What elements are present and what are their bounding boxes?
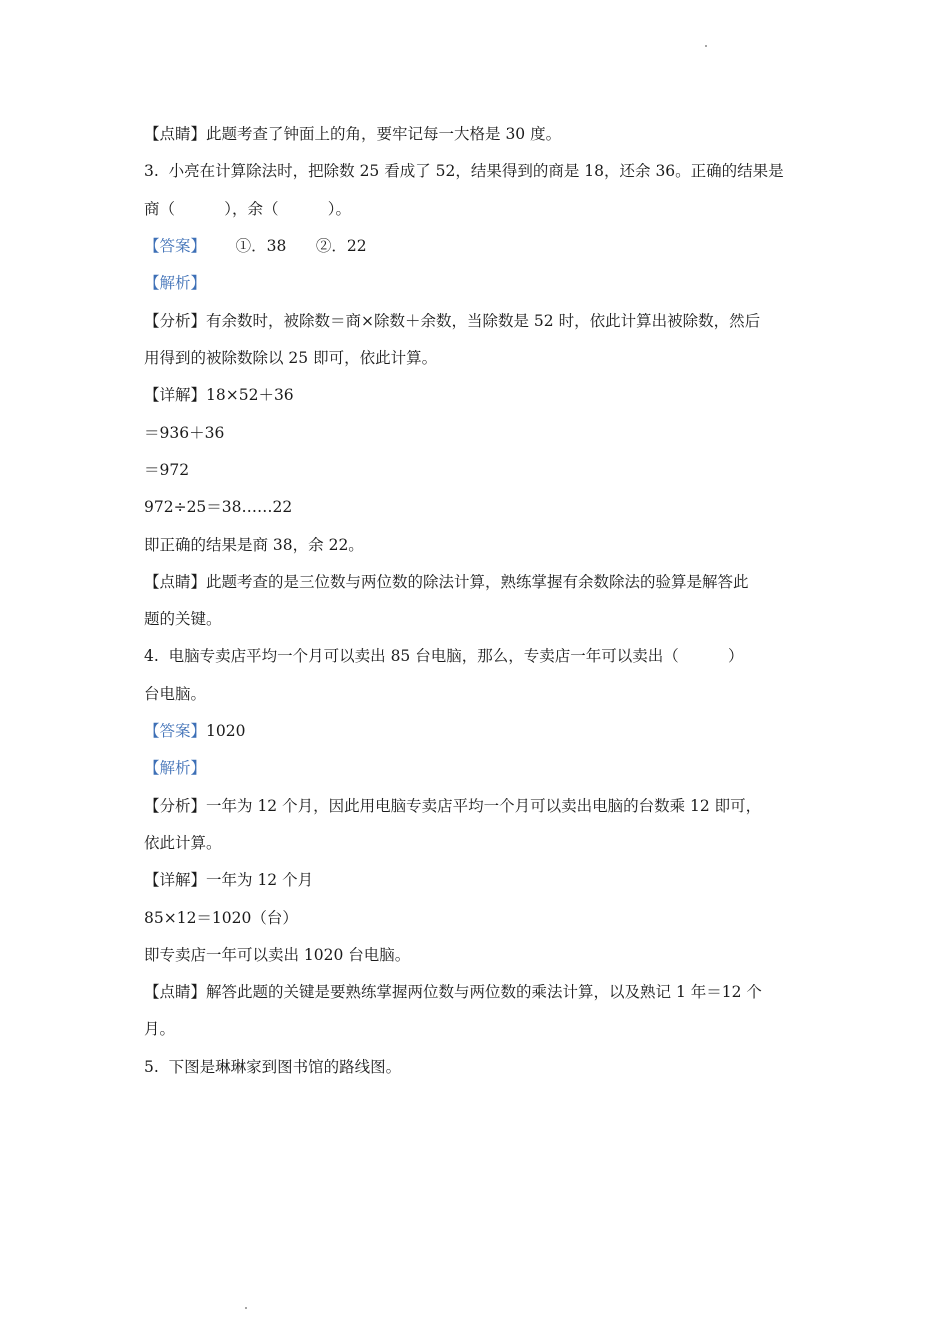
line-text: 5. 下图是琳琳家到图书馆的路线图。 xyxy=(144,1058,402,1076)
question-3-blanks xyxy=(144,199,351,219)
line-tag: 【分析】 xyxy=(144,312,207,330)
line-tag: 【详解】 xyxy=(144,386,207,404)
text-line xyxy=(144,684,206,704)
line-text: 4. 电脑专卖店平均一个月可以卖出 85 台电脑，那么，专卖店一年可以卖出（ ） xyxy=(144,647,744,665)
text-line xyxy=(144,1019,175,1039)
text-line xyxy=(144,833,222,853)
analysis-heading xyxy=(144,273,206,293)
line-text: 85×12＝1020（台） xyxy=(144,909,298,927)
line-tag: 【点睛】 xyxy=(144,573,207,591)
line-text: 解答此题的关键是要熟练掌握两位数与两位数的乘法计算，以及熟记 1 年＝12 个 xyxy=(206,983,762,1001)
answer-tag: 【答案】 xyxy=(144,237,207,255)
line-text: ①．38 ②．22 xyxy=(206,237,367,255)
line-tag: 【分析】 xyxy=(144,797,207,815)
line-text: 依此计算。 xyxy=(144,834,222,852)
line-text: 商（ ），余（ ）。 xyxy=(144,200,352,218)
question-3-line xyxy=(144,161,784,181)
text-line xyxy=(144,796,761,816)
text-line xyxy=(144,348,437,368)
scan-speck xyxy=(245,1307,247,1309)
text-line xyxy=(144,535,364,555)
line-text: 此题考查的是三位数与两位数的除法计算，熟练掌握有余数除法的验算是解答此 xyxy=(206,573,749,591)
answer-line xyxy=(144,236,367,256)
text-line xyxy=(144,609,222,629)
analysis-tag: 【解析】 xyxy=(144,759,207,777)
text-line xyxy=(144,870,313,890)
question-5-line xyxy=(144,1057,401,1077)
analysis-tag: 【解析】 xyxy=(144,274,207,292)
line-text: 一年为 12 个月，因此用电脑专卖店平均一个月可以卖出电脑的台数乘 12 即可， xyxy=(206,797,762,815)
text-line xyxy=(144,124,561,144)
line-text: 有余数时，被除数＝商×除数＋余数，当除数是 52 时，依此计算出被除数，然后 xyxy=(206,312,761,330)
text-line xyxy=(144,460,189,480)
question-4-line xyxy=(144,646,744,666)
analysis-heading xyxy=(144,758,206,778)
line-text: 1020 xyxy=(206,722,246,740)
text-line xyxy=(144,908,298,928)
line-tag: 【点睛】 xyxy=(144,125,207,143)
line-text: 用得到的被除数除以 25 即可，依此计算。 xyxy=(144,349,438,367)
text-line xyxy=(144,572,749,592)
scan-speck xyxy=(705,45,707,47)
line-text: 月。 xyxy=(144,1020,176,1038)
line-text: 即专卖店一年可以卖出 1020 台电脑。 xyxy=(144,946,411,964)
text-line xyxy=(144,311,760,331)
line-text: 18×52＋36 xyxy=(206,386,294,404)
line-text: 972÷25＝38……22 xyxy=(144,498,293,516)
line-text: 台电脑。 xyxy=(144,685,207,703)
text-line xyxy=(144,497,292,517)
text-line xyxy=(144,423,224,443)
line-text: 此题考查了钟面上的角，要牢记每一大格是 30 度。 xyxy=(206,125,562,143)
text-line xyxy=(144,982,762,1002)
answer-line xyxy=(144,721,245,741)
text-line xyxy=(144,385,294,405)
line-text: ＝936＋36 xyxy=(144,424,225,442)
line-tag: 【详解】 xyxy=(144,871,207,889)
line-text: 一年为 12 个月 xyxy=(206,871,314,889)
line-text: 即正确的结果是商 38，余 22。 xyxy=(144,536,364,554)
text-line xyxy=(144,945,410,965)
answer-tag: 【答案】 xyxy=(144,722,207,740)
line-tag: 【点睛】 xyxy=(144,983,207,1001)
line-text: 3. 小亮在计算除法时，把除数 25 看成了 52，结果得到的商是 18，还余 36。正确的结果是 xyxy=(144,162,784,180)
line-text: 题的关键。 xyxy=(144,610,222,628)
line-text: ＝972 xyxy=(144,461,190,479)
